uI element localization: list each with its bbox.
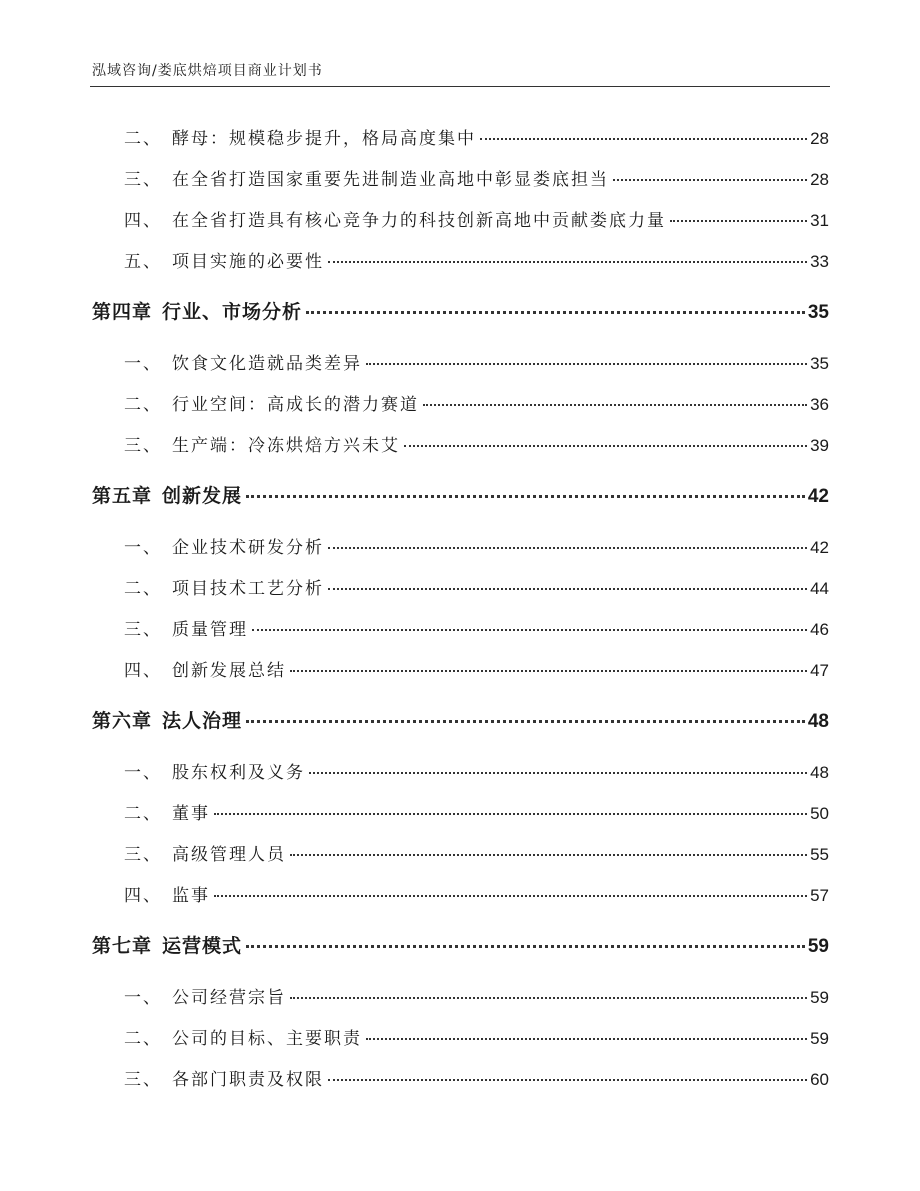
toc-title: 公司经营宗旨 <box>172 988 286 1008</box>
toc-entry[interactable] <box>124 615 829 640</box>
toc-entry[interactable] <box>124 165 829 190</box>
toc-number: 三、 <box>124 845 162 865</box>
dot-leader <box>670 220 807 222</box>
dot-leader <box>328 547 807 549</box>
toc-title: 项目技术工艺分析 <box>172 579 324 599</box>
toc-number: 二、 <box>124 804 162 824</box>
toc-entry[interactable] <box>124 390 829 415</box>
toc-title: 创新发展总结 <box>172 661 286 681</box>
toc-title: 项目实施的必要性 <box>172 252 324 272</box>
toc-entry[interactable] <box>124 206 829 231</box>
dot-leader <box>423 404 807 406</box>
dot-leader <box>290 670 807 672</box>
toc-entry[interactable] <box>124 124 829 149</box>
toc-page: 33 <box>810 252 829 271</box>
toc-number: 四、 <box>124 211 162 231</box>
toc-number: 四、 <box>124 661 162 681</box>
header-rule <box>90 86 830 87</box>
toc-chapter[interactable] <box>92 706 829 733</box>
dot-leader <box>290 997 807 999</box>
toc-title: 在全省打造具有核心竞争力的科技创新高地中贡献娄底力量 <box>172 211 666 231</box>
toc-title: 行业空间：高成长的潜力赛道 <box>172 395 419 415</box>
toc-entry[interactable] <box>124 881 829 906</box>
toc-title: 监事 <box>172 886 210 906</box>
toc-number: 五、 <box>124 252 162 272</box>
toc-page: 28 <box>810 170 829 189</box>
toc-page: 48 <box>807 711 829 732</box>
dot-leader <box>328 588 807 590</box>
toc-page: 47 <box>810 661 829 680</box>
toc-title: 股东权利及义务 <box>172 763 305 783</box>
toc-chapter[interactable] <box>92 297 829 324</box>
toc-number: 四、 <box>124 886 162 906</box>
toc-entry[interactable] <box>124 247 829 272</box>
toc-title: 法人治理 <box>162 710 243 732</box>
toc-number: 一、 <box>124 538 162 558</box>
toc-number: 第五章 <box>92 485 153 507</box>
toc-title: 创新发展 <box>162 485 243 507</box>
toc-title: 生产端：冷冻烘焙方兴未艾 <box>172 436 400 456</box>
dot-leader <box>404 445 807 447</box>
toc-title: 饮食文化造就品类差异 <box>172 354 362 374</box>
toc-page: 46 <box>810 620 829 639</box>
dot-leader <box>309 772 807 774</box>
toc-entry[interactable] <box>124 574 829 599</box>
dot-leader <box>246 720 805 723</box>
toc-page: 28 <box>810 129 829 148</box>
toc-page: 59 <box>807 936 829 957</box>
toc-entry[interactable] <box>124 656 829 681</box>
dot-leader <box>246 495 805 498</box>
toc-page: 31 <box>810 211 829 230</box>
toc-entry[interactable] <box>124 983 829 1008</box>
toc-entry[interactable] <box>124 758 829 783</box>
toc-title: 高级管理人员 <box>172 845 286 865</box>
toc-page: 50 <box>810 804 829 823</box>
toc-page: 44 <box>810 579 829 598</box>
toc-page: 35 <box>807 302 829 323</box>
dot-leader <box>252 629 807 631</box>
toc-page: 42 <box>807 486 829 507</box>
toc-title: 质量管理 <box>172 620 248 640</box>
toc-entry[interactable] <box>124 799 829 824</box>
toc-title: 公司的目标、主要职责 <box>172 1029 362 1049</box>
page-header: 泓域咨询/娄底烘焙项目商业计划书 <box>92 63 323 79</box>
dot-leader <box>328 261 807 263</box>
toc-page: 57 <box>810 886 829 905</box>
toc-title: 企业技术研发分析 <box>172 538 324 558</box>
dot-leader <box>290 854 807 856</box>
toc-entry[interactable] <box>124 533 829 558</box>
toc-entry[interactable] <box>124 431 829 456</box>
toc-entry[interactable] <box>124 840 829 865</box>
toc-page: 39 <box>810 436 829 455</box>
toc-number: 第四章 <box>92 301 153 323</box>
toc-page: 42 <box>810 538 829 557</box>
toc-page: 59 <box>810 988 829 1007</box>
toc-number: 一、 <box>124 354 162 374</box>
toc-page: 55 <box>810 845 829 864</box>
toc-title: 在全省打造国家重要先进制造业高地中彰显娄底担当 <box>172 170 609 190</box>
toc-number: 三、 <box>124 170 162 190</box>
toc-number: 二、 <box>124 579 162 599</box>
toc-page: 36 <box>810 395 829 414</box>
dot-leader <box>246 945 805 948</box>
dot-leader <box>480 138 807 140</box>
toc-title: 酵母：规模稳步提升，格局高度集中 <box>172 129 476 149</box>
dot-leader <box>366 363 807 365</box>
toc-number: 一、 <box>124 988 162 1008</box>
toc-number: 二、 <box>124 1029 162 1049</box>
toc-title: 行业、市场分析 <box>162 301 303 323</box>
dot-leader <box>613 179 807 181</box>
toc-chapter[interactable] <box>92 931 829 958</box>
toc-page: 59 <box>810 1029 829 1048</box>
dot-leader <box>214 813 807 815</box>
toc-number: 三、 <box>124 620 162 640</box>
toc-number: 三、 <box>124 436 162 456</box>
toc-page: 35 <box>810 354 829 373</box>
toc-number: 三、 <box>124 1070 162 1090</box>
toc-chapter[interactable] <box>92 481 829 508</box>
toc-page: 60 <box>810 1070 829 1089</box>
toc-title: 各部门职责及权限 <box>172 1070 324 1090</box>
toc-number: 第七章 <box>92 935 153 957</box>
toc-title: 董事 <box>172 804 210 824</box>
dot-leader <box>366 1038 807 1040</box>
toc-entry[interactable] <box>124 349 829 374</box>
dot-leader <box>306 311 805 314</box>
toc-entry[interactable] <box>124 1024 829 1049</box>
dot-leader <box>328 1079 807 1081</box>
toc-page: 48 <box>810 763 829 782</box>
toc-number: 二、 <box>124 129 162 149</box>
toc-entry[interactable] <box>124 1065 829 1090</box>
toc-number: 一、 <box>124 763 162 783</box>
toc-title: 运营模式 <box>162 935 243 957</box>
dot-leader <box>214 895 807 897</box>
toc-number: 第六章 <box>92 710 153 732</box>
toc-number: 二、 <box>124 395 162 415</box>
